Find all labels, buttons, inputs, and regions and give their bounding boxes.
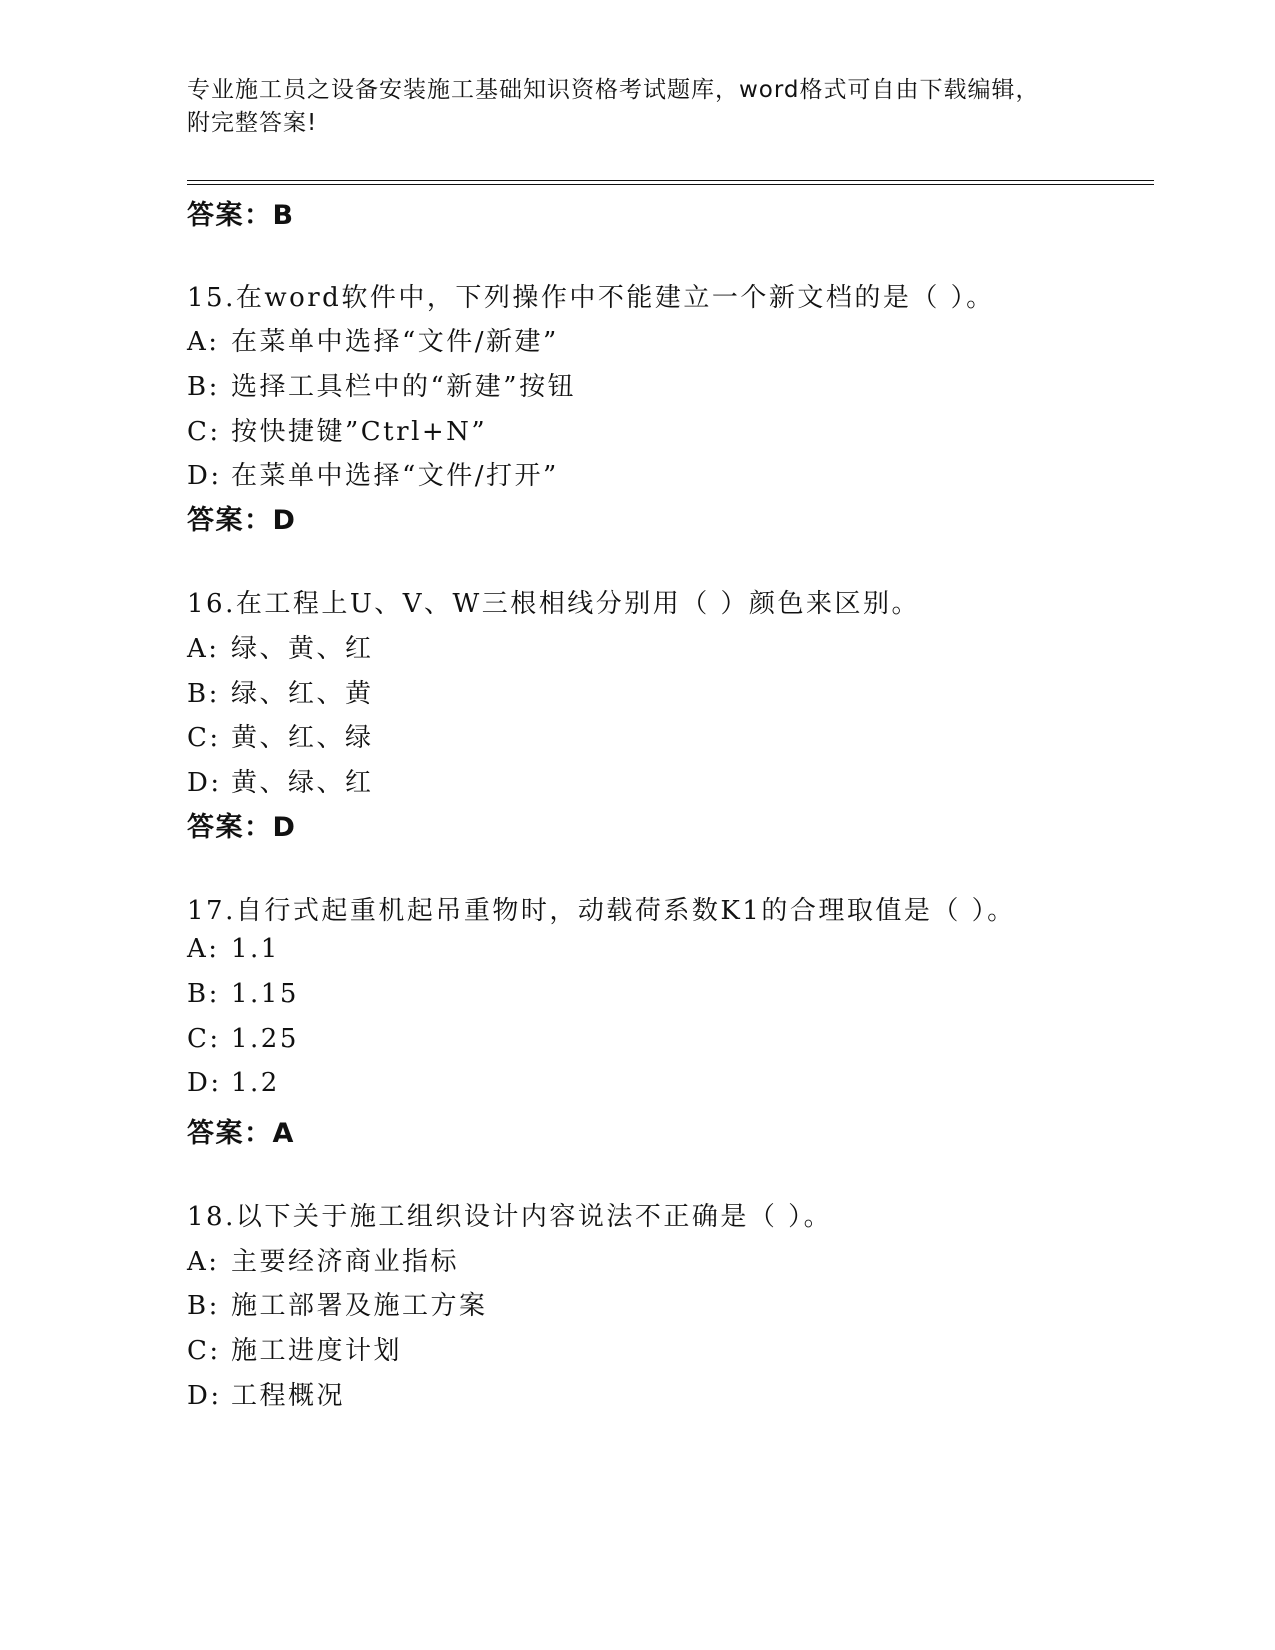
question-18-option-c	[187, 1330, 402, 1367]
option-text: 选择工具栏中的“新建”按钮	[231, 372, 577, 402]
header-line-1: 专业施工员之设备安装施工基础知识资格考试题库，word格式可自由下载编辑，	[187, 77, 1040, 103]
option-letter: C:	[187, 1336, 221, 1366]
option-letter: B:	[187, 372, 220, 402]
question-17-option-c	[187, 1024, 299, 1054]
option-letter: B:	[187, 1291, 220, 1321]
option-text: 主要经济商业指标	[231, 1247, 460, 1277]
header-divider	[187, 180, 1154, 185]
question-16-option-a	[187, 628, 374, 665]
option-text: 黄、红、绿	[231, 723, 374, 753]
question-15-option-d	[187, 455, 559, 492]
answer-prev: 答案：B	[187, 200, 295, 231]
option-letter: D:	[187, 1381, 222, 1411]
option-text: 1.2	[231, 1068, 280, 1098]
option-letter: B:	[187, 979, 220, 1009]
question-15-answer: 答案：D	[187, 505, 297, 536]
option-text: 1.15	[231, 979, 299, 1009]
question-16-option-b	[187, 673, 374, 710]
option-text: 按快捷键”Ctrl+N”	[231, 417, 488, 447]
question-17-option-a	[187, 934, 280, 964]
header-line-2: 附完整答案!	[187, 110, 318, 136]
question-15-option-b	[187, 366, 576, 403]
option-text: 施工进度计划	[231, 1336, 403, 1366]
question-18-option-b	[187, 1285, 488, 1322]
option-letter: A:	[187, 934, 220, 964]
option-text: 工程概况	[231, 1381, 346, 1411]
option-text: 在菜单中选择“文件/打开”	[231, 461, 559, 491]
question-15-option-a	[187, 321, 559, 358]
option-text: 在菜单中选择“文件/新建”	[231, 327, 559, 357]
option-text: 施工部署及施工方案	[231, 1291, 488, 1321]
option-letter: D:	[187, 1068, 222, 1098]
option-letter: D:	[187, 768, 222, 798]
option-text: 黄、绿、红	[231, 768, 374, 798]
option-letter: A:	[187, 634, 220, 664]
option-letter: B:	[187, 679, 220, 709]
option-letter: C:	[187, 417, 221, 447]
option-letter: D:	[187, 461, 222, 491]
question-16: 16.在工程上U、V、W三根相线分别用（ ）颜色来区别。	[187, 589, 921, 619]
question-16-option-d	[187, 762, 374, 799]
option-text: 绿、红、黄	[231, 679, 374, 709]
question-18: 18.以下关于施工组织设计内容说法不正确是（ ）。	[187, 1202, 833, 1232]
option-letter: C:	[187, 1024, 221, 1054]
option-letter: C:	[187, 723, 221, 753]
question-15-option-c	[187, 411, 487, 448]
option-text: 1.1	[231, 934, 280, 964]
question-17: 17.自行式起重机起吊重物时，动载荷系数K1的合理取值是（ ）。	[187, 896, 1016, 926]
option-letter: A:	[187, 1247, 220, 1277]
question-17-option-b	[187, 979, 299, 1009]
question-18-option-a	[187, 1241, 459, 1278]
question-15: 15.在word软件中，下列操作中不能建立一个新文档的是（ ）。	[187, 283, 995, 313]
question-16-option-c	[187, 717, 374, 754]
option-text: 1.25	[231, 1024, 299, 1054]
option-letter: A:	[187, 327, 220, 357]
question-17-option-d	[187, 1068, 280, 1098]
document-header	[187, 74, 1087, 140]
option-text: 绿、黄、红	[231, 634, 374, 664]
question-18-option-d	[187, 1375, 345, 1412]
question-16-answer: 答案：D	[187, 812, 297, 843]
question-17-answer: 答案：A	[187, 1118, 295, 1149]
